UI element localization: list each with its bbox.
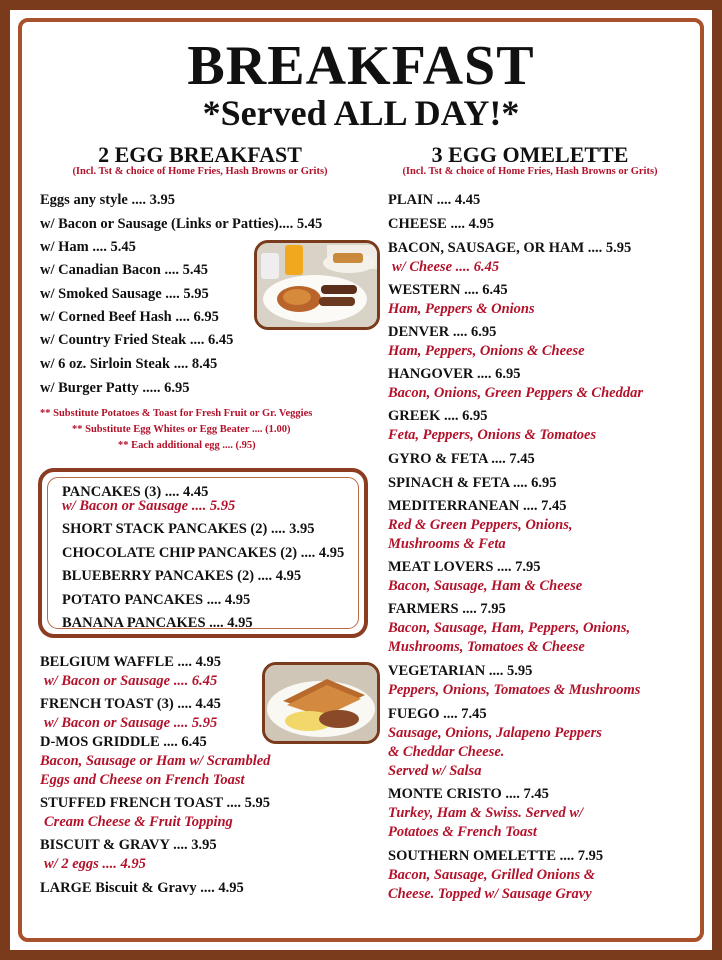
omelette-item: SPINACH & FETA .... 6.95 [388,475,557,491]
menu-item-addon: w/ Bacon or Sausage .... 6.45 [44,673,218,689]
menu-item-desc: Cream Cheese & Fruit Topping [44,814,233,830]
omelette-desc: Turkey, Ham & Swiss. Served w/ [388,805,584,821]
omelette-note: (Incl. Tst & choice of Home Fries, Hash Browns or Grits) [402,166,658,177]
menu-item: D-MOS GRIDDLE .... 6.45 [40,734,207,750]
omelette-item: MONTE CRISTO .... 7.45 [388,786,549,802]
french-toast-illustration [265,665,377,741]
omelette-desc: Potatoes & French Toast [388,824,537,840]
menu-item: BELGIUM WAFFLE .... 4.95 [40,654,222,670]
substitution-note: ** Substitute Potatoes & Toast for Fresh Fruit or Gr. Veggies [40,408,313,419]
omelette-item: MEDITERRANEAN .... 7.45 [388,498,567,514]
omelette-desc: Peppers, Onions, Tomatoes & Mushrooms [388,682,641,698]
menu-item: w/ Canadian Bacon .... 5.45 [40,262,208,278]
pancake-item: BLUEBERRY PANCAKES (2) .... 4.95 [62,568,302,584]
menu-item-desc: Eggs and Cheese on French Toast [40,772,245,788]
omelette-item: HANGOVER .... 6.95 [388,366,521,382]
omelette-desc: Cheese. Topped w/ Sausage Gravy [388,886,592,902]
menu-item: BISCUIT & GRAVY .... 3.95 [40,837,217,853]
omelette-desc: Red & Green Peppers, Onions, [388,517,573,533]
omelette-item: PLAIN .... 4.45 [388,192,481,208]
omelette-addon: w/ Cheese .... 6.45 [392,259,500,275]
pancake-item: PANCAKES (3) .... 4.45 [62,484,209,500]
omelette-desc: Served w/ Salsa [388,763,482,779]
menu-item: LARGE Biscuit & Gravy .... 4.95 [40,880,244,896]
menu-item: w/ Smoked Sausage .... 5.95 [40,286,209,302]
egg-breakfast-heading: 2 EGG BREAKFAST [98,142,302,167]
menu-item-addon: w/ 2 eggs .... 4.95 [44,856,146,872]
omelette-item: BACON, SAUSAGE, OR HAM .... 5.95 [388,240,632,256]
omelette-desc: Mushrooms & Feta [388,536,506,552]
omelette-item: VEGETARIAN .... 5.95 [388,663,533,679]
omelette-item: FARMERS .... 7.95 [388,601,506,617]
pancake-addon: w/ Bacon or Sausage .... 5.95 [62,498,236,514]
omelette-desc: Mushrooms, Tomatoes & Cheese [388,639,585,655]
omelette-desc: Bacon, Sausage, Ham & Cheese [388,578,583,594]
breakfast-plate-illustration [257,243,377,327]
menu-item-desc: Bacon, Sausage or Ham w/ Scrambled [40,753,271,769]
substitution-note: ** Each additional egg .... (.95) [118,440,256,451]
omelette-item: WESTERN .... 6.45 [388,282,508,298]
omelette-desc: Bacon, Onions, Green Peppers & Cheddar [388,385,643,401]
omelette-item: GYRO & FETA .... 7.45 [388,451,535,467]
menu-item-addon: w/ Bacon or Sausage .... 5.95 [44,715,218,731]
menu-item: w/ Country Fried Steak .... 6.45 [40,332,234,348]
menu-subtitle: *Served ALL DAY!* [202,93,520,133]
menu-item: STUFFED FRENCH TOAST .... 5.95 [40,795,271,811]
menu-item: w/ Corned Beef Hash .... 6.95 [40,309,219,325]
substitution-note: ** Substitute Egg Whites or Egg Beater .... (1.00) [72,424,291,435]
omelette-desc: Feta, Peppers, Onions & Tomatoes [388,427,597,443]
omelette-desc: Bacon, Sausage, Grilled Onions & [388,867,596,883]
pancake-item: BANANA PANCAKES .... 4.95 [62,615,253,631]
menu-item: w/ Burger Patty ..... 6.95 [40,380,190,396]
omelette-item: SOUTHERN OMELETTE .... 7.95 [388,848,604,864]
menu-item: w/ Bacon or Sausage (Links or Patties).... 5.45 [40,216,323,232]
omelette-item: FUEGO .... 7.45 [388,706,487,722]
menu-item: FRENCH TOAST (3) .... 4.45 [40,696,221,712]
pancake-item: SHORT STACK PANCAKES (2) .... 3.95 [62,521,315,537]
menu-item: w/ 6 oz. Sirloin Steak .... 8.45 [40,356,218,372]
menu-title: BREAKFAST [187,35,535,97]
pancake-item: POTATO PANCAKES .... 4.95 [62,592,251,608]
omelette-desc: Ham, Peppers, Onions & Cheese [388,343,585,359]
omelette-desc: Sausage, Onions, Jalapeno Peppers [388,725,602,741]
omelette-item: CHEESE .... 4.95 [388,216,494,232]
omelette-item: MEAT LOVERS .... 7.95 [388,559,541,575]
omelette-desc: Ham, Peppers & Onions [388,301,535,317]
omelette-item: GREEK .... 6.95 [388,408,488,424]
omelette-heading: 3 EGG OMELETTE [431,142,629,167]
menu-item: Eggs any style .... 3.95 [40,192,175,208]
french-toast-photo [262,662,380,744]
omelette-desc: & Cheddar Cheese. [388,744,505,760]
breakfast-plate-photo [254,240,380,330]
menu-item: w/ Ham .... 5.45 [40,239,136,255]
omelette-desc: Bacon, Sausage, Ham, Peppers, Onions, [388,620,631,636]
omelette-item: DENVER .... 6.95 [388,324,497,340]
egg-breakfast-note: (Incl. Tst & choice of Home Fries, Hash Browns or Grits) [72,166,328,177]
pancake-item: CHOCOLATE CHIP PANCAKES (2) .... 4.95 [62,545,345,561]
